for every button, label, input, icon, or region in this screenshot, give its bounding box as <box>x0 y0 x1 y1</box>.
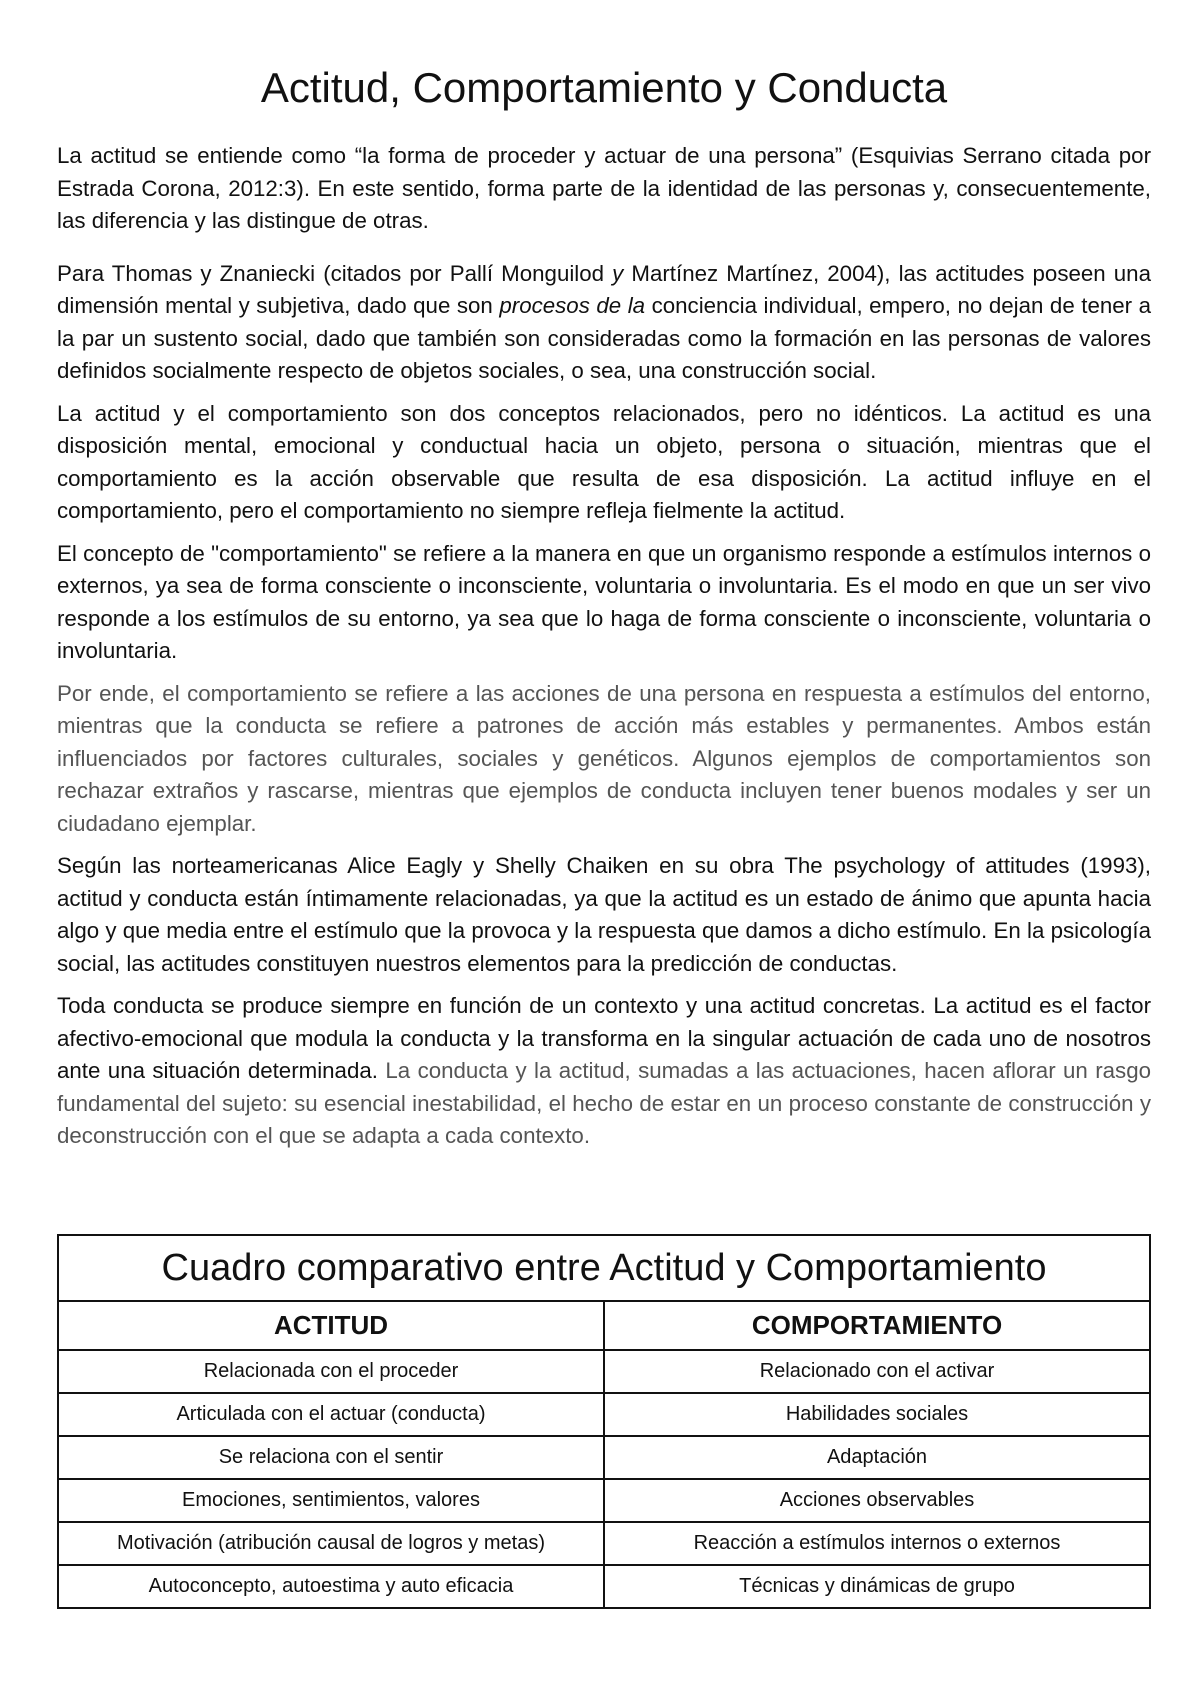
paragraph-thomas-znaniecki <box>57 258 1151 388</box>
column-header-comportamiento: COMPORTAMIENTO <box>604 1301 1150 1350</box>
table-cell-actitud: Emociones, sentimientos, valores <box>58 1479 604 1522</box>
comparison-table <box>57 1234 1151 1609</box>
table-cell-actitud: Autoconcepto, autoestima y auto eficacia <box>58 1565 604 1608</box>
document-title: Actitud, Comportamiento y Conducta <box>260 64 948 111</box>
paragraph-eagly-chaiken: Según las norteamericanas Alice Eagly y Shelly Chaiken en su obra The psychology of attitudes (1993), actitud y conducta están íntimamente relacionadas, ya que la actitud es un estado de ánimo que apunta hacia algo y que media entre el estímulo que la provoca y la respuesta que damos a dicho estímulo. En la psicología social, las actitudes constituyen nuestros elementos para la predicción de conductas. <box>57 853 1151 976</box>
table-cell-comportamiento: Adaptación <box>604 1436 1150 1479</box>
paragraph-concepto-comportamiento: El concepto de "comportamiento" se refiere a la manera en que un organismo responde a estímulos internos o externos, ya sea de forma consciente o inconsciente, voluntaria o involuntaria. Es el modo en que un ser vivo responde a los estímulos de su entorno, ya sea que lo haga de forma consciente o inconsciente, voluntaria o involuntaria. <box>57 540 1151 663</box>
italic-text: procesos de la <box>499 293 646 318</box>
table-cell-comportamiento: Acciones observables <box>604 1479 1150 1522</box>
table-cell-comportamiento: Técnicas y dinámicas de grupo <box>604 1565 1150 1608</box>
table-row <box>58 1436 1150 1479</box>
table-row <box>58 1350 1150 1393</box>
table-cell-comportamiento: Habilidades sociales <box>604 1393 1150 1436</box>
italic-text: y <box>612 260 624 286</box>
paragraph-actitud-comportamiento: La actitud y el comportamiento son dos conceptos relacionados, pero no idénticos. La actitud es una disposición mental, emocional y conductual hacia un objeto, persona o situación, mientras que el comportamiento es la acción observable que resulta de esa disposición. La actitud influye en el comportamiento, pero el comportamiento no siempre refleja fielmente la actitud. <box>57 400 1151 523</box>
table-row <box>58 1565 1150 1608</box>
table-cell-comportamiento: Reacción a estímulos internos o externos <box>604 1522 1150 1565</box>
paragraph-text: conciencia individual, empero, no dejan de tener a la par un sustento social, dado que también son consideradas como la formación en las personas de valores definidos socialmente respecto de objetos sociales, o sea, una construcción social. <box>57 293 1152 383</box>
document-page <box>57 0 1151 1153</box>
table-cell-actitud: Relacionada con el proceder <box>58 1350 604 1393</box>
table-row <box>58 1522 1150 1565</box>
table-header-row <box>58 1301 1150 1350</box>
table-title-row <box>58 1235 1150 1301</box>
table-cell-actitud: Se relaciona con el sentir <box>58 1436 604 1479</box>
table-cell-actitud: Articulada con el actuar (conducta) <box>58 1393 604 1436</box>
table-row <box>58 1393 1150 1436</box>
table-row <box>58 1479 1150 1522</box>
column-header-actitud: ACTITUD <box>58 1301 604 1350</box>
paragraph-toda-conducta <box>57 990 1151 1153</box>
paragraph-definition: La actitud se entiende como “la forma de proceder y actuar de una persona” (Esquivias Serrano citada por Estrada Corona, 2012:3). En este sentido, forma parte de la identidad de las personas y, consecuentemente, las diferencia y las distingue de otras. <box>57 143 1151 233</box>
paragraph-text: Martínez Martínez, 2004), las actitudes poseen una dimensión mental y subjetiva, dado que son <box>57 260 1151 318</box>
paragraph-text: Para Thomas y Znaniecki (citados por Pallí Monguilod <box>57 260 613 286</box>
table-cell-comportamiento: Relacionado con el activar <box>604 1350 1150 1393</box>
table-title: Cuadro comparativo entre Actitud y Comportamiento <box>58 1235 1150 1301</box>
paragraph-por-ende: Por ende, el comportamiento se refiere a las acciones de una persona en respuesta a estímulos del entorno, mientras que la conducta se refiere a patrones de acción más estables y permanentes. Ambos están influenciados por factores culturales, sociales y genéticos. Algunos ejemplos de comportamientos son rechazar extraños y rascarse, mientras que ejemplos de conducta incluyen tener buenos modales y ser un ciudadano ejemplar. <box>57 680 1151 836</box>
table-cell-actitud: Motivación (atribución causal de logros y metas) <box>58 1522 604 1565</box>
paragraph-text: Toda conducta se produce siempre en función de un contexto y una actitud concretas. La actitud es el factor afectivo-emocional que modula la conducta y la transforma en la singular actuación de cada uno de nosotros ante una situación determinada. <box>57 993 1151 1083</box>
paragraph-text-faded: La conducta y la actitud, sumadas a las actuaciones, hacen aflorar un rasgo fundamental del sujeto: su esencial inestabilidad, el hecho de estar en un proceso constante de construcción y deconstrucción con el que se adapta a cada contexto. <box>57 1058 1152 1148</box>
